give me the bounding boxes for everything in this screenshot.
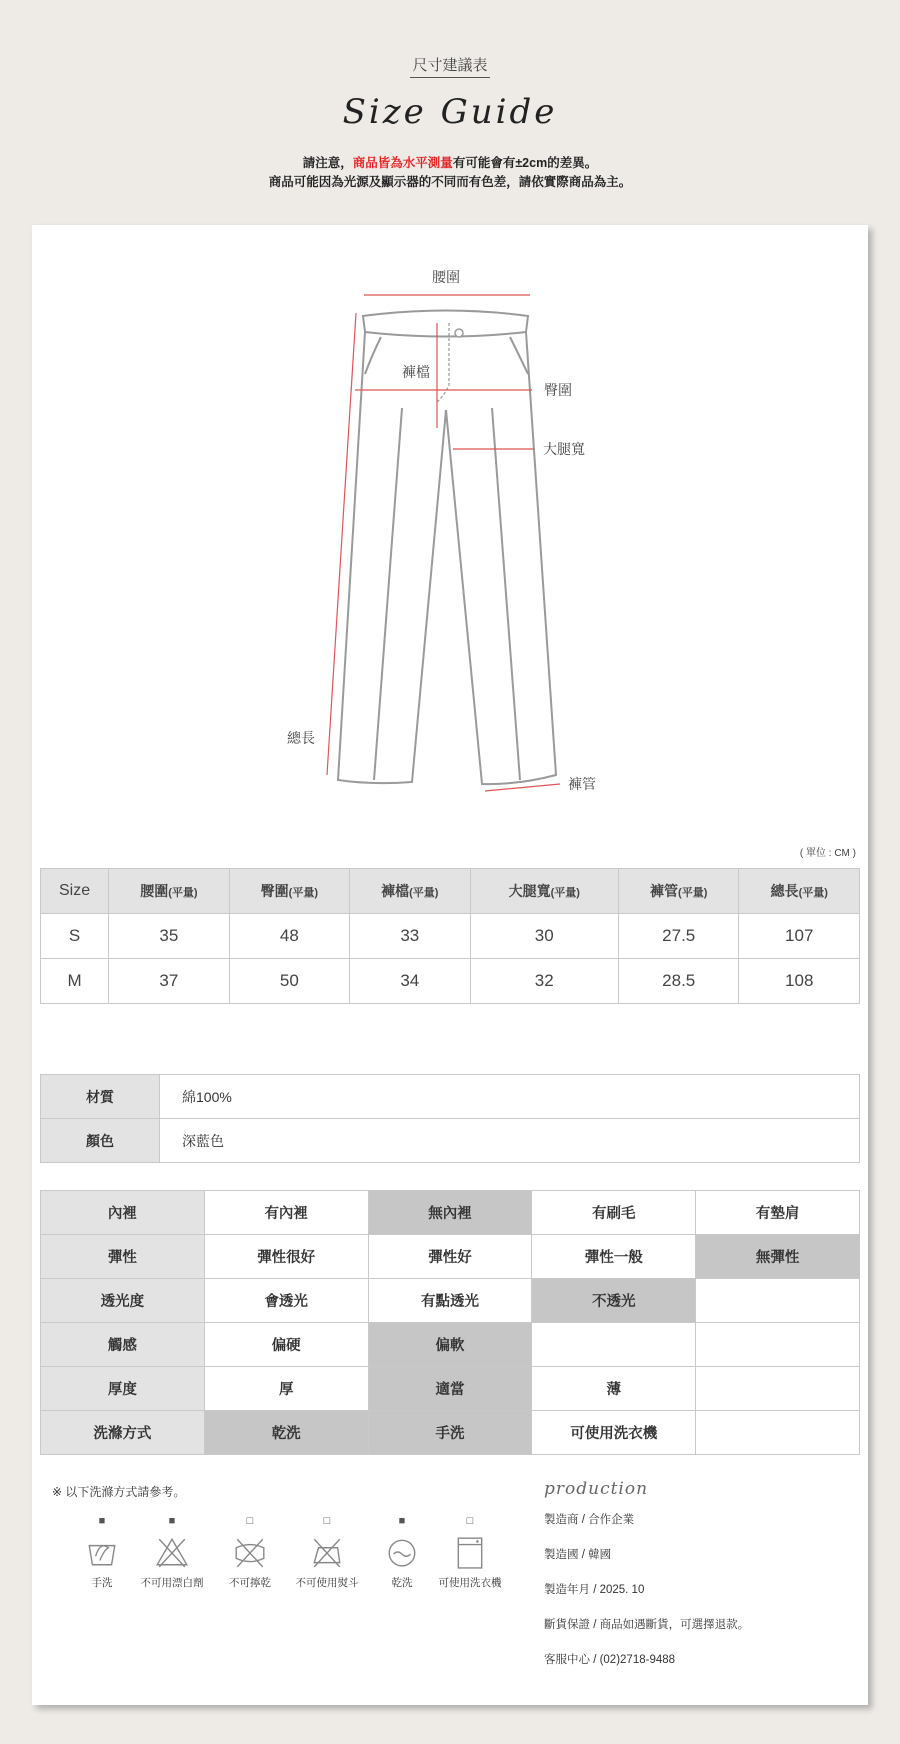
hem-line (485, 784, 560, 791)
table-row (41, 1323, 860, 1367)
page-title: Size Guide (342, 92, 558, 132)
production-title: production (544, 1479, 649, 1499)
attribute-option: 偏硬 (204, 1323, 368, 1367)
hem-header: 褲管(平量) (618, 869, 738, 914)
material-value: 綿100% (160, 1075, 860, 1119)
table-row (41, 1235, 860, 1279)
rise-label: 褲檔 (402, 364, 430, 380)
customer-service: 客服中心 / (02)2718-9488 (544, 1654, 676, 1666)
attribute-option: 適當 (368, 1367, 532, 1411)
table-cell: 27.5 (618, 914, 738, 959)
table-row (41, 914, 860, 959)
table-cell: 30 (470, 914, 618, 959)
material-row (41, 1075, 860, 1119)
attribute-option: 會透光 (204, 1279, 368, 1323)
care-label: 乾洗 (391, 1577, 413, 1589)
country: 製造國 / 韓國 (544, 1549, 612, 1561)
table-cell: 35 (109, 914, 229, 959)
attribute-option: 偏軟 (368, 1323, 532, 1367)
table-row (41, 1367, 860, 1411)
attribute-option: 厚 (204, 1367, 368, 1411)
checked-box-icon: ■ (98, 1515, 106, 1527)
attribute-option: 可使用洗衣機 (532, 1411, 696, 1455)
unit-note: ( 單位 : CM ) (799, 848, 856, 859)
table-row (41, 1191, 860, 1235)
table-cell: S (41, 914, 109, 959)
attribute-label: 彈性 (41, 1235, 205, 1279)
checked-box-icon: ■ (168, 1515, 176, 1527)
size-guide-card (32, 225, 868, 1705)
attribute-option: 有點透光 (368, 1279, 532, 1323)
dry-clean-icon (385, 1535, 419, 1569)
care-item (132, 1515, 212, 1590)
size-table (40, 868, 860, 1004)
table-cell: 32 (470, 959, 618, 1004)
guarantee: 斷貨保證 / 商品如遇斷貨，可選擇退款。 (544, 1619, 750, 1631)
unchecked-box-icon: □ (466, 1515, 474, 1527)
length-header: 總長(平量) (739, 869, 860, 914)
care-item (287, 1515, 367, 1590)
care-item (210, 1515, 290, 1590)
no-iron-icon (310, 1535, 344, 1569)
unchecked-box-icon: □ (246, 1515, 254, 1527)
material-table (40, 1074, 860, 1163)
care-icons (32, 1515, 512, 1635)
attribute-option (696, 1367, 860, 1411)
attribute-label: 內裡 (41, 1191, 205, 1235)
rise-header: 褲檔(平量) (350, 869, 470, 914)
care-label: 不可用漂白劑 (140, 1577, 204, 1589)
attribute-label: 觸感 (41, 1323, 205, 1367)
attribute-table (40, 1190, 860, 1455)
checked-box-icon: ■ (398, 1515, 406, 1527)
table-cell: 48 (229, 914, 349, 959)
care-note: ※ 以下洗滌方式請參考。 (52, 1485, 186, 1499)
hip-label: 臀圍 (544, 382, 572, 398)
table-row (41, 959, 860, 1004)
attribute-option: 薄 (532, 1367, 696, 1411)
attribute-option: 乾洗 (204, 1411, 368, 1455)
no-wring-icon (233, 1535, 267, 1569)
attribute-option (696, 1323, 860, 1367)
attribute-option: 手洗 (368, 1411, 532, 1455)
table-cell: 37 (109, 959, 229, 1004)
color-value: 深藍色 (160, 1119, 860, 1163)
attribute-option: 有內裡 (204, 1191, 368, 1235)
table-cell: 33 (350, 914, 470, 959)
color-label: 顏色 (41, 1119, 160, 1163)
care-label: 不可擰乾 (229, 1577, 271, 1589)
attribute-option: 有刷毛 (532, 1191, 696, 1235)
care-label: 不可使用熨斗 (295, 1577, 359, 1589)
table-cell: 34 (350, 959, 470, 1004)
attribute-option: 無彈性 (696, 1235, 860, 1279)
attribute-label: 厚度 (41, 1367, 205, 1411)
care-item (62, 1515, 142, 1590)
table-row (41, 1279, 860, 1323)
care-label: 手洗 (91, 1577, 113, 1589)
thigh-label: 大腿寬 (543, 441, 585, 457)
table-cell: 108 (739, 959, 860, 1004)
care-label: 可使用洗衣機 (438, 1577, 502, 1589)
table-row (41, 1411, 860, 1455)
attribute-option: 無內裡 (368, 1191, 532, 1235)
attribute-option (532, 1323, 696, 1367)
attribute-label: 洗滌方式 (41, 1411, 205, 1455)
thigh-header: 大腿寬(平量) (470, 869, 618, 914)
manufacturer: 製造商 / 合作企業 (544, 1514, 635, 1526)
hem-label: 褲管 (568, 776, 596, 792)
pants-diagram (32, 225, 868, 805)
no-bleach-icon (155, 1535, 189, 1569)
table-cell: 50 (229, 959, 349, 1004)
washing-machine-icon (453, 1535, 487, 1569)
attribute-option: 彈性一般 (532, 1235, 696, 1279)
attribute-option (696, 1279, 860, 1323)
hip-header: 臀圍(平量) (229, 869, 349, 914)
waist-label: 腰圍 (432, 269, 460, 285)
color-row (41, 1119, 860, 1163)
manufacture-date: 製造年月 / 2025. 10 (544, 1584, 645, 1596)
table-cell: M (41, 959, 109, 1004)
attribute-option: 有墊肩 (696, 1191, 860, 1235)
size-table-header (41, 869, 860, 914)
production-info (544, 1479, 854, 1686)
attribute-option (696, 1411, 860, 1455)
hand-wash-icon (85, 1535, 119, 1569)
attribute-option: 不透光 (532, 1279, 696, 1323)
unchecked-box-icon: □ (323, 1515, 331, 1527)
table-cell: 28.5 (618, 959, 738, 1004)
sub-title: 尺寸建議表 (0, 54, 900, 75)
waist-header: 腰圍(平量) (109, 869, 229, 914)
attribute-option: 彈性好 (368, 1235, 532, 1279)
size-header: Size (41, 869, 109, 914)
attribute-label: 透光度 (41, 1279, 205, 1323)
measurement-notice: 請注意，商品皆為水平測量有可能會有±2cm的差異。 商品可能因為光源及顯示器的不同而有色差，請依實際商品為主。 (268, 156, 632, 189)
attribute-option: 彈性很好 (204, 1235, 368, 1279)
material-label: 材質 (41, 1075, 160, 1119)
length-label: 總長 (287, 730, 315, 746)
care-item (430, 1515, 510, 1590)
table-cell: 107 (739, 914, 860, 959)
